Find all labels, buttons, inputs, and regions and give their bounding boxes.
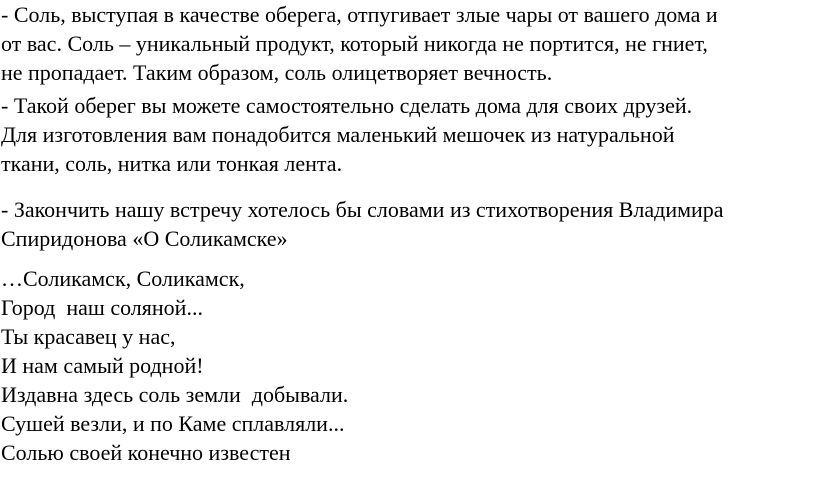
text-line: - Закончить нашу встречу хотелось бы словами из стихотворения Владимира bbox=[1, 197, 724, 222]
text-line: - Такой оберег вы можете самостоятельно сделать дома для своих друзей. bbox=[1, 93, 693, 118]
poem-line: …Соликамск, Соликамск, bbox=[1, 266, 245, 291]
text-line: Для изготовления вам понадобится маленький мешочек из натуральной bbox=[1, 122, 675, 147]
paragraph-salt-amulet bbox=[0, 0, 718, 87]
paragraph-closing bbox=[0, 195, 724, 253]
text-line: ткани, соль, нитка или тонкая лента. bbox=[1, 151, 343, 176]
text-line: Спиридонова «О Соликамске» bbox=[1, 226, 288, 251]
poem-line: Ты красавец у нас, bbox=[1, 324, 176, 349]
text-line: не пропадает. Таким образом, соль олицетворяет вечность. bbox=[1, 60, 553, 85]
poem-line: Издавна здесь соль земли добывали. bbox=[1, 382, 349, 407]
poem-line: Сушей везли, и по Каме сплавляли... bbox=[1, 411, 345, 436]
text-line: от вас. Соль – уникальный продукт, который никогда не портится, не гниет, bbox=[1, 31, 708, 56]
paragraph-make-amulet bbox=[0, 91, 692, 178]
poem-line: И нам самый родной! bbox=[1, 353, 204, 378]
text-line: - Соль, выступая в качестве оберега, отпугивает злые чары от вашего дома и bbox=[1, 2, 718, 27]
poem bbox=[1, 264, 348, 467]
poem-line: Солью своей конечно известен bbox=[1, 440, 291, 465]
poem-line: Город наш соляной... bbox=[1, 295, 203, 320]
